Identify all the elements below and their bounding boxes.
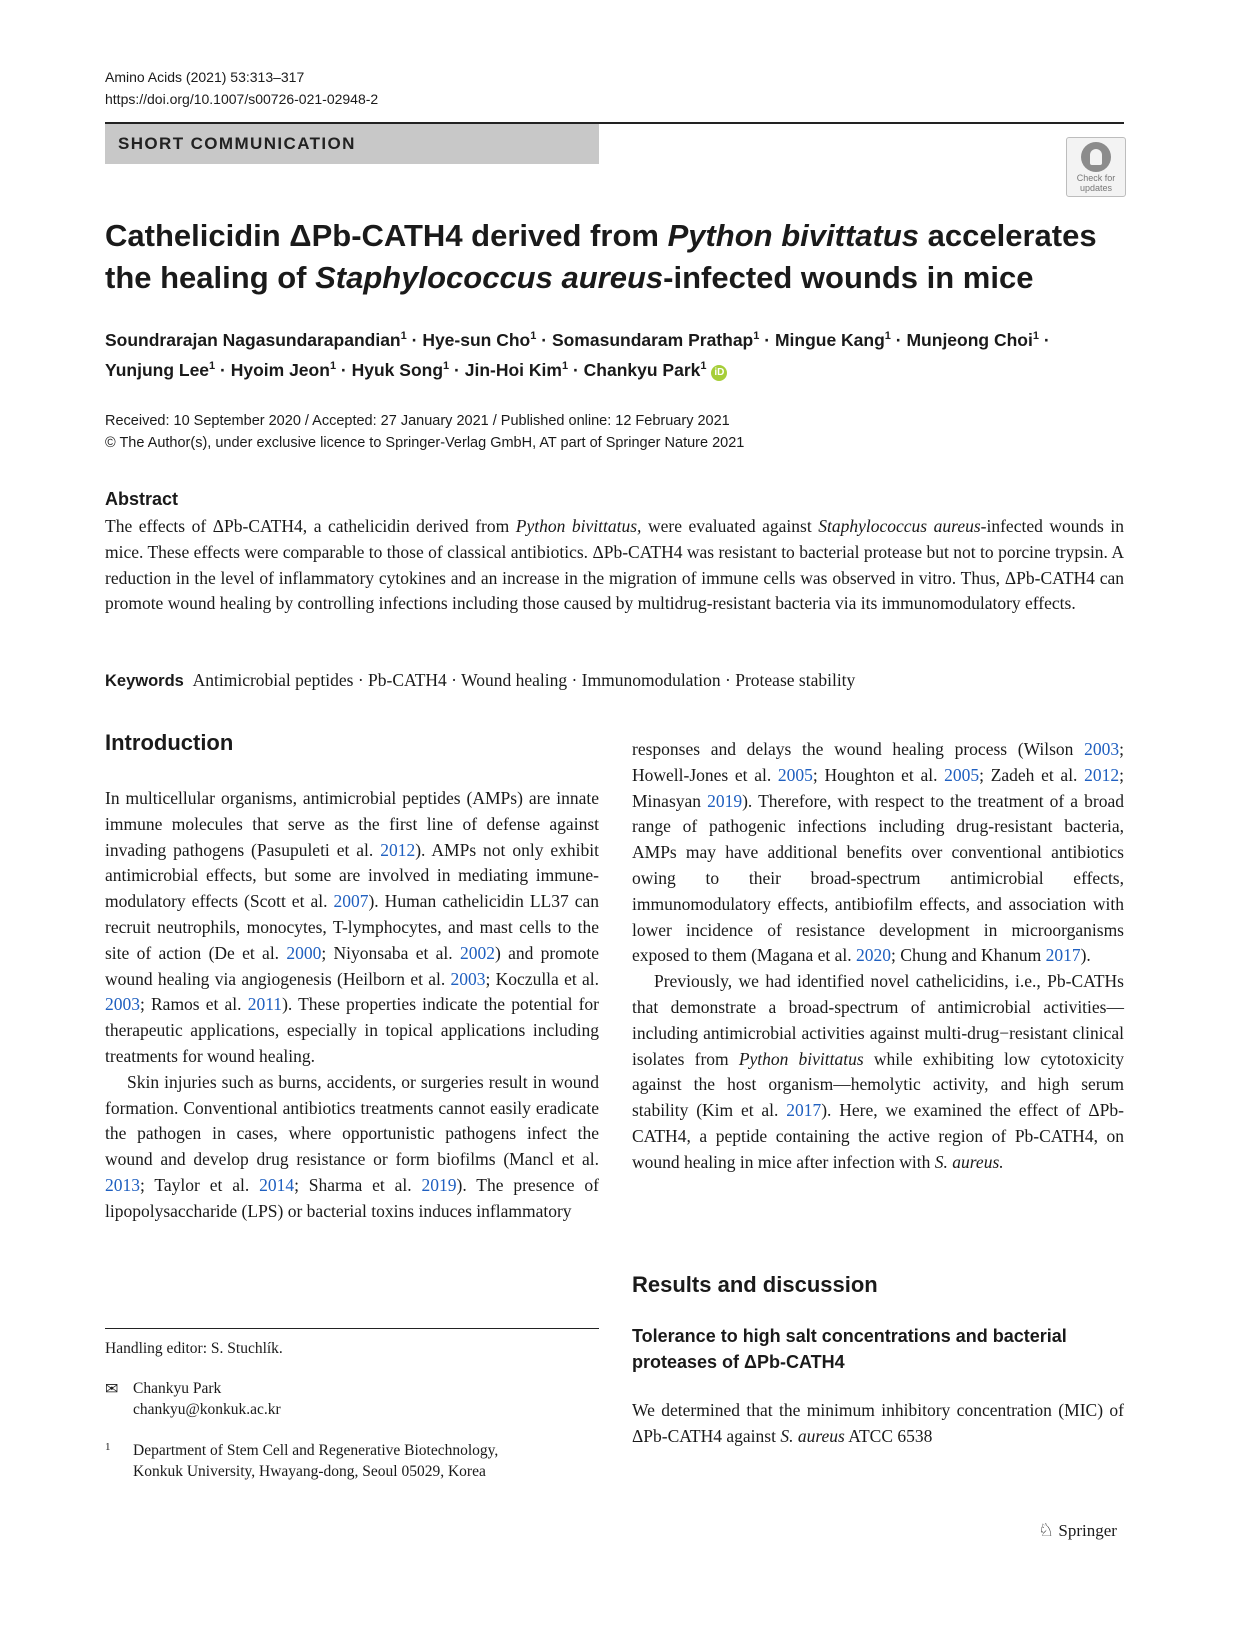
section-banner — [105, 124, 599, 164]
text: ). Human cathelicidin LL37 can recruit neutrophils, monocytes, T-lymphocytes, and mast cells to the site of action (De et al. — [105, 891, 600, 963]
corresponding-name: Chankyu Park — [133, 1380, 222, 1397]
author-separator: · — [336, 359, 352, 380]
handling-editor: Handling editor: S. Stuchlík. — [105, 1340, 283, 1357]
text: ). Therefore, with respect to the treatment of a broad range of pathogenic infections including drug-resistant bacteria, AMPs may have additional benefits over conventional antibiotics owing to their broad-spectrum antimicrobial effects, immunomodulatory effects, antibiofilm effects, and association with lower incidence of resistance development in microorganisms exposed to them (Magana et al. — [632, 790, 1124, 966]
title-species: Staphylococcus aureus — [315, 260, 664, 295]
article-title — [105, 215, 1105, 299]
affiliation-mark: 1 — [443, 359, 450, 372]
introduction-body — [105, 786, 599, 1225]
citation-link[interactable]: 2019 — [421, 1174, 457, 1195]
text: ; Niyonsaba et al. — [321, 942, 460, 963]
author-separator: · — [890, 329, 907, 350]
author-list — [105, 323, 1135, 383]
subsection-heading: Tolerance to high salt concentrations and bacterial proteases of ΔPb-CATH4 — [632, 1326, 1067, 1372]
author-separator: · — [568, 359, 584, 380]
author[interactable]: Jin-Hoi Kim — [464, 359, 562, 380]
citation-link[interactable]: 2017 — [786, 1100, 822, 1121]
text: ; Ramos et al. — [140, 994, 248, 1015]
citation-link[interactable]: 2003 — [450, 968, 486, 989]
citation-link[interactable]: 2011 — [247, 994, 283, 1015]
affiliation-mark: 1 — [561, 359, 569, 372]
text: ) and promote wound healing via angiogenesis (Heilborn et al. — [105, 942, 600, 989]
citation-link[interactable]: 2007 — [333, 891, 369, 912]
corresponding-email[interactable]: chankyu@konkuk.ac.kr — [133, 1401, 281, 1418]
affiliation-mark: 1 — [209, 359, 216, 372]
results-body — [632, 1398, 1124, 1450]
affiliation-mark: 1 — [400, 330, 407, 342]
journal-citation: Amino Acids (2021) 53:313–317 — [105, 69, 305, 85]
text: ; Chung and Khanum — [891, 945, 1046, 966]
affiliation — [105, 1440, 599, 1482]
check-for-updates-badge[interactable] — [1066, 137, 1126, 197]
paragraph — [632, 969, 1124, 1175]
citation-link[interactable]: 2020 — [856, 945, 892, 966]
text: ; Minasyan — [632, 764, 1124, 811]
citation-link[interactable]: 2012 — [1084, 764, 1120, 785]
citation-link[interactable]: 2013 — [105, 1174, 140, 1195]
affiliation-line: Department of Stem Cell and Regenerative Biotechnology, — [133, 1442, 499, 1459]
affiliation-mark: 1 — [884, 330, 891, 342]
keywords-list: Antimicrobial peptides · Pb-CATH4 · Wound healing · Immunomodulation · Protease stability — [192, 670, 856, 690]
text: ). The presence of lipopolysaccharide (LPS) or bacterial toxins induces inflammatory — [105, 1174, 599, 1221]
text: Previously, we had identified novel cathelicidins, i.e., Pb-CATHs that demonstrate a broad-spectrum of antimicrobial activities—including antimicrobial activities against multi-drug−resistant clinical isolates from — [632, 971, 1124, 1069]
author-separator: · — [536, 329, 552, 350]
abstract-text: The effects of ΔPb-CATH4, a cathelicidin derived from — [105, 516, 516, 536]
author-separator: · — [759, 329, 775, 350]
citation-link[interactable]: 2000 — [286, 942, 322, 963]
doi-link[interactable]: https://doi.org/10.1007/s00726-021-02948-2 — [105, 91, 379, 107]
footnote-rule — [105, 1328, 599, 1329]
text: ; Zadeh et al. — [979, 764, 1085, 785]
keywords-label: Keywords — [105, 672, 184, 690]
text: ). These properties indicate the potential for therapeutic applications, especially in topical applications including treatments for wound healing. — [105, 994, 599, 1066]
orcid-icon[interactable]: iD — [711, 365, 727, 381]
text: Skin injuries such as burns, accidents, or surgeries result in wound formation. Conventional antibiotics treatments cannot easily eradicate the pathogen in cases, where opportunistic pathogens infect the wound and develop drug resistance or form biofilms (Mancl et al. — [105, 1071, 599, 1170]
abstract-species: Python bivittatus, — [515, 516, 642, 536]
affiliation-number: 1 — [105, 1441, 111, 1453]
abstract-heading: Abstract — [105, 489, 179, 509]
text: ATCC 6538 — [844, 1425, 933, 1446]
author[interactable]: Mingue Kang — [774, 329, 885, 350]
abstract-text: were evaluated against — [641, 516, 819, 536]
citation-link[interactable]: 2012 — [380, 839, 416, 860]
text: ). Here, we examined the effect of ΔPb-CATH4, a peptide containing the active region of Pb-CATH4, on wound healing in mice after infection with — [632, 1100, 1124, 1172]
citation-link[interactable]: 2005 — [777, 764, 813, 785]
paragraph — [105, 1070, 599, 1225]
text: ; Taylor et al. — [140, 1174, 260, 1195]
title-species: Python bivittatus — [667, 218, 920, 253]
text: We determined that the minimum inhibitory concentration (MIC) of ΔPb-CATH4 against — [632, 1400, 1124, 1446]
affiliation-mark: 1 — [329, 359, 337, 372]
crossmark-icon — [1081, 142, 1111, 172]
abstract-species: Staphylococcus aureus — [818, 516, 981, 536]
keywords — [105, 668, 1124, 694]
author[interactable]: Yunjung Lee — [105, 359, 210, 380]
species-name: Python bivittatus — [738, 1048, 864, 1069]
check-updates-label: Check for updates — [1076, 173, 1116, 193]
paragraph — [632, 737, 1124, 969]
author[interactable]: Munjeong Choi — [906, 329, 1033, 350]
results-heading: Results and discussion — [632, 1272, 878, 1297]
affiliation-mark: 1 — [753, 330, 760, 342]
text: ). — [1080, 945, 1091, 966]
text: ; Sharma et al. — [294, 1174, 422, 1195]
citation-link[interactable]: 2003 — [1084, 739, 1120, 759]
text: ). AMPs not only exhibit antimicrobial effects, but some are involved in mediating immune-modulatory effects (Scott et al. — [105, 839, 599, 912]
species-name: S. aureus. — [934, 1151, 1004, 1172]
text: ; Houghton et al. — [812, 764, 945, 785]
title-text: the healing of — [105, 260, 316, 295]
text: ; Howell-Jones et al. — [632, 739, 1124, 785]
affiliation-line: Konkuk University, Hwayang-dong, Seoul 05029, Korea — [133, 1463, 486, 1480]
history-dates: Received: 10 September 2020 / Accepted: 27 January 2021 / Published online: 12 February 2021 — [105, 413, 730, 429]
title-text: Cathelicidin ΔPb-CATH4 derived from — [105, 218, 668, 253]
section-label: SHORT COMMUNICATION — [118, 134, 356, 153]
author-separator: · — [449, 359, 465, 380]
publication-dates — [105, 410, 744, 454]
author-separator: · — [406, 329, 423, 350]
text: In multicellular organisms, antimicrobial peptides (AMPs) are innate immune molecules that serve as the first line of defense against invading pathogens (Pasupuleti et al. — [105, 788, 599, 860]
affiliation-mark: 1 — [700, 359, 707, 372]
journal-header — [105, 66, 378, 110]
publisher-logo — [1038, 1520, 1117, 1541]
citation-link[interactable]: 2019 — [707, 790, 743, 811]
citation-link[interactable]: 2002 — [459, 942, 495, 963]
springer-horse-icon: ♘ — [1038, 1520, 1055, 1540]
author[interactable]: Hyoim Jeon — [230, 359, 330, 380]
author-separator: · — [1038, 329, 1050, 350]
title-text: -infected wounds in mice — [663, 260, 1034, 295]
abstract-text: -infected wounds in mice. These effects were comparable to those of classical antibiotics. ΔPb-CATH4 was resistant to bacterial protease but not to porcine trypsin. A reduction in the level of inflammatory cytokines and an increase in the migration of immune cells was observed in vitro. Thus, ΔPb-CATH4 can promote wound healing by controlling infections including those caused by multidrug-resistant bacteria via its immunomodulatory effects. — [105, 516, 1124, 614]
citation-link[interactable]: 2017 — [1045, 945, 1081, 966]
envelope-icon: ✉ — [105, 1381, 119, 1398]
affiliation-mark: 1 — [530, 330, 537, 342]
copyright-notice: © The Author(s), under exclusive licence to Springer-Verlag GmbH, AT part of Springer Nature 2021 — [105, 435, 745, 451]
author[interactable]: Chankyu Park — [583, 359, 701, 380]
abstract-body — [105, 514, 1124, 617]
citation-link[interactable]: 2005 — [944, 764, 980, 785]
author[interactable]: Hyuk Song — [351, 359, 444, 380]
author[interactable]: Hye-sun Cho — [422, 329, 531, 350]
paragraph — [632, 1398, 1124, 1450]
publisher-name: Springer — [1058, 1521, 1117, 1540]
text: responses and delays the wound healing process (Wilson — [632, 739, 1085, 759]
author[interactable]: Soundrarajan Nagasundarapandian — [105, 329, 401, 350]
author[interactable]: Somasundaram Prathap — [551, 329, 754, 350]
introduction-continued — [632, 737, 1124, 1176]
introduction-heading: Introduction — [105, 730, 234, 755]
paragraph — [105, 786, 599, 1070]
corresponding-author — [105, 1378, 599, 1420]
author-separator: · — [215, 359, 231, 380]
citation-link[interactable]: 2014 — [259, 1174, 295, 1195]
text: while exhibiting low cytotoxicity against the host organism—hemolytic activity, and high serum stability (Kim et al. — [632, 1048, 1124, 1121]
text: ; Koczulla et al. — [485, 968, 599, 989]
affiliation-mark: 1 — [1032, 330, 1039, 342]
citation-link[interactable]: 2003 — [105, 994, 140, 1015]
title-text: accelerates — [919, 218, 1097, 253]
species-name: S. aureus — [780, 1425, 845, 1446]
